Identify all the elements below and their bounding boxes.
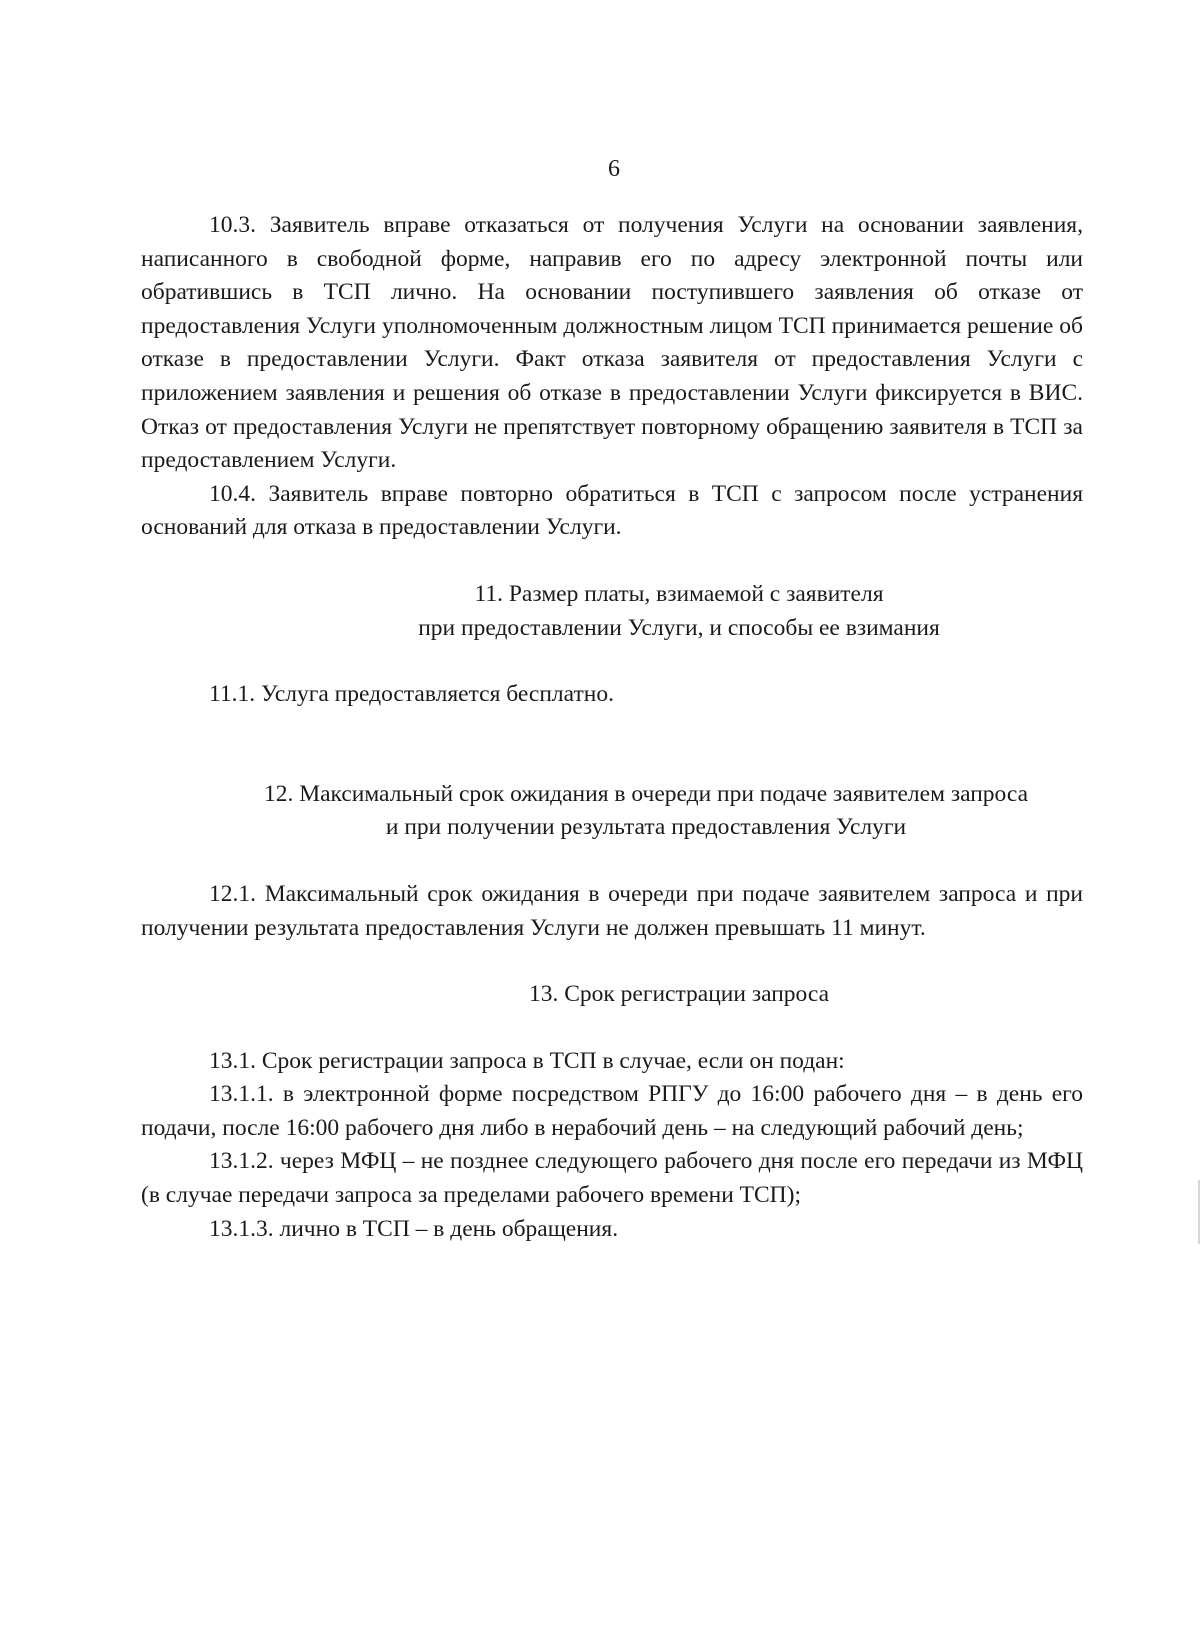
paragraph-13-1: 13.1. Срок регистрации запроса в ТСП в случае, если он подан: [209, 1047, 845, 1074]
page-number: 6 [608, 156, 620, 182]
section-13-heading [141, 978, 1083, 1012]
spacer [141, 945, 1083, 978]
paragraph-12-1: 12.1. Максимальный срок ожидания в очереди при подаче заявителем запроса и при получении результата предоставления Услуги не должен превышать 11 минут. [141, 880, 1083, 941]
paragraph-11-1: 11.1. Услуга предоставляется бесплатно. [209, 681, 614, 708]
spacer [141, 1012, 1083, 1045]
spacer [141, 712, 1083, 778]
section-11-heading-line1: 11. Размер платы, взимаемой с заявителя [474, 580, 884, 607]
section-11-heading [141, 578, 1083, 645]
section-11-heading-line2: при предоставлении Услуги, и способы ее взимания [418, 614, 940, 641]
document-body [141, 209, 1083, 1246]
spacer [141, 545, 1083, 578]
paragraph-10-4: 10.4. Заявитель вправе повторно обратиться в ТСП с запросом после устранения оснований для отказа в предоставлении Услуги. [141, 480, 1083, 541]
section-13-heading-line1: 13. Срок регистрации запроса [528, 981, 830, 1008]
section-12-heading-line1: 12. Максимальный срок ожидания в очереди при подаче заявителем запроса [263, 780, 1029, 807]
spacer [141, 645, 1083, 678]
section-12-heading-line2: и при получении результата предоставления Услуги [385, 814, 907, 841]
paragraph-13-1-3: 13.1.3. лично в ТСП – в день обращения. [209, 1215, 619, 1242]
section-12-heading [141, 778, 1083, 845]
paragraph-10-3: 10.3. Заявитель вправе отказаться от получения Услуги на основании заявления, написанного в свободной форме, направив его по адресу электронной почты или обратившись в ТСП лично. На основании поступившего заявления об отказе от предоставления Услуги уполномоченным должностным лицом ТСП принимается решение об отказе в предоставлении Услуги. Факт отказа заявителя от предоставления Услуги с приложением заявления и решения об отказе в предоставлении Услуги фиксируется в ВИС. Отказ от предоставления Услуги не препятствует повторному обращению заявителя в ТСП за предоставлением Услуги. [141, 212, 1083, 474]
paragraph-13-1-2: 13.1.2. через МФЦ – не позднее следующего рабочего дня после его передачи из МФЦ (в случае передачи запроса за пределами рабочего времени ТСП); [141, 1148, 1083, 1209]
paragraph-13-1-1: 13.1.1. в электронной форме посредством РПГУ до 16:00 рабочего дня – в день его подачи, после 16:00 рабочего дня либо в нерабочий день – на следующий рабочий день; [141, 1081, 1083, 1141]
spacer [141, 845, 1083, 878]
